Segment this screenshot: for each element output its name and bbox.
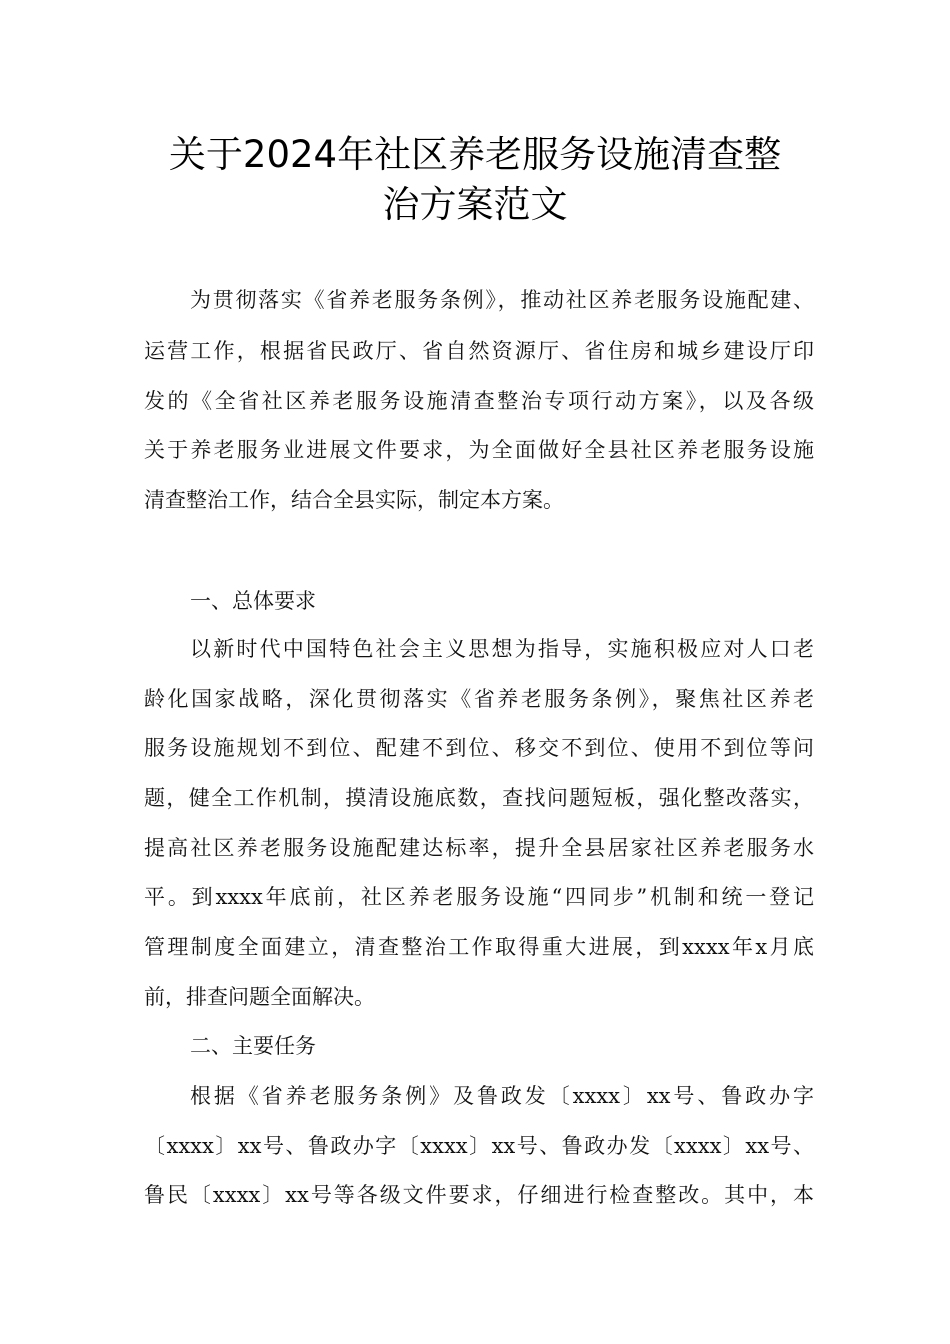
body-line: 题，健全工作机制，摸清设施底数，查找问题短板，强化整改落实， [144,786,814,810]
intro-line: 发的《全省社区养老服务设施清查整治专项行动方案》，以及各级 [144,389,814,413]
document-title-line-2: 治方案范文 [382,183,568,226]
intro-line: 关于养老服务业进展文件要求，为全面做好全县社区养老服务设施 [144,438,814,462]
body-line: 提高社区养老服务设施配建达标率，提升全县居家社区养老服务水 [144,836,814,860]
intro-line: 为贯彻落实《省养老服务条例》，推动社区养老服务设施配建、 [190,288,814,312]
body-line: 管理制度全面建立，清查整治工作取得重大进展，到xxxx年x月底 [144,935,814,959]
section-heading: 二、主要任务 [190,1034,316,1058]
section-heading: 一、总体要求 [190,589,316,613]
body-line: 〔xxxx〕xx号、鲁政办字〔xxxx〕xx号、鲁政办发〔xxxx〕xx号、 [144,1134,814,1158]
body-line: 鲁民〔xxxx〕xx号等各级文件要求，仔细进行检查整改。其中，本 [144,1183,814,1207]
body-line: 以新时代中国特色社会主义思想为指导，实施积极应对人口老 [190,637,814,661]
body-line: 服务设施规划不到位、配建不到位、移交不到位、使用不到位等问 [144,736,814,760]
body-line: 前，排查问题全面解决。 [144,985,375,1009]
intro-line: 清查整治工作，结合全县实际，制定本方案。 [144,488,564,512]
body-line: 平。到xxxx年底前，社区养老服务设施“四同步”机制和统一登记 [144,885,814,909]
body-line: 龄化国家战略，深化贯彻落实《省养老服务条例》，聚焦社区养老 [144,687,814,711]
body-line: 根据《省养老服务条例》及鲁政发〔xxxx〕xx号、鲁政办字 [190,1084,814,1108]
intro-line: 运营工作，根据省民政厅、省自然资源厅、省住房和城乡建设厅印 [144,339,814,363]
document-title-line-1: 关于2024年社区养老服务设施清查整 [168,133,782,176]
